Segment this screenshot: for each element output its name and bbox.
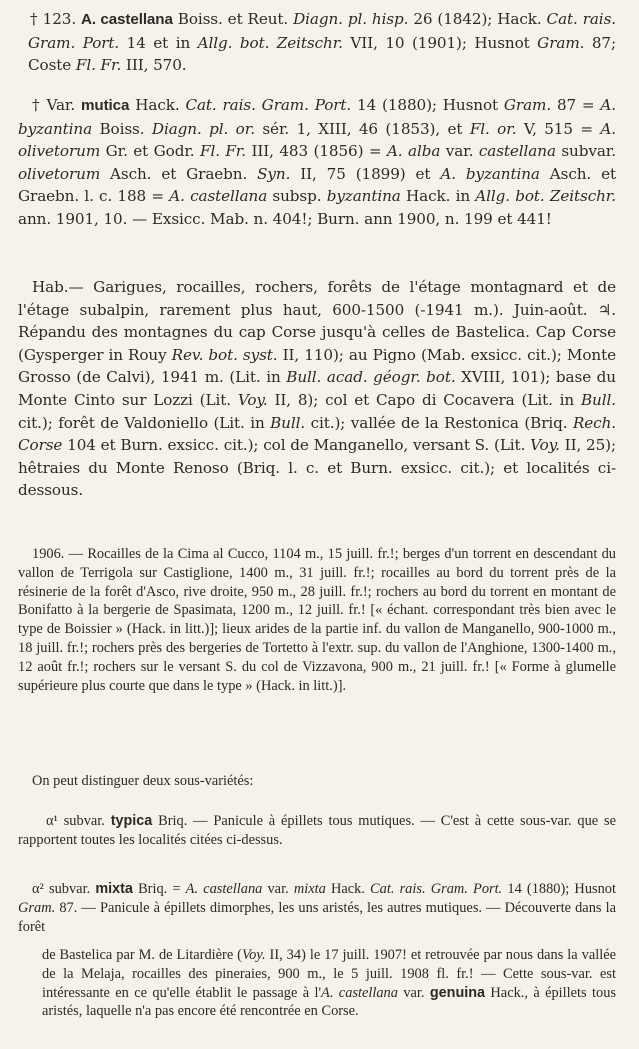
italic-run: A. byzantina (18, 96, 617, 138)
italic-run: Bull. acad. géogr. bot. (286, 368, 456, 387)
text-run: II, 8); col et Capo di Cocavera (Lit. in (267, 390, 581, 409)
text-run: subvar. (555, 142, 617, 161)
final-paragraph (42, 946, 616, 1021)
text-run: var. (397, 984, 430, 1001)
italic-run: A. byzantina (440, 164, 540, 183)
italic-run: Allg. bot. Zeitschr. (197, 33, 343, 52)
italic-run: olivetorum (18, 164, 101, 183)
italic-run: Bull. (581, 390, 616, 409)
italic-run: Cat. rais. Gram. Port. (370, 881, 503, 897)
italic-run: A. castellana (321, 984, 398, 1001)
subvar-mixta-name: mixta (95, 881, 133, 897)
text-run: II, 75 (1899) et (290, 164, 441, 183)
subvar-mixta-marker: α² subvar. (32, 881, 91, 897)
italic-run: A. olivetorum (18, 119, 617, 161)
text-run: Hack. in (400, 187, 476, 206)
text-run: Boiss. et Reut. (172, 10, 294, 28)
text-run: 87. — Panicule à épillets dimorphes, les uns aristés, les autres mutiques. — Découverte dans la forêt (18, 899, 616, 935)
text-run: V, 515 = (516, 119, 601, 138)
italic-run: Gram. (503, 96, 552, 114)
text-run: Hack. (129, 96, 186, 114)
subvar-typica-marker: α¹ subvar. (46, 813, 105, 829)
italic-run: Voy. (530, 436, 560, 455)
italic-run: Syn. (257, 164, 291, 183)
italic-run: Diagn. pl. hisp. (293, 10, 409, 28)
text-run: Asch. et Graebn. l. c. 188 = (18, 164, 616, 206)
italic-run: Fl. or. (469, 119, 517, 138)
text-run: Gr. et Godr. (100, 142, 200, 161)
italic-run: mixta (293, 881, 326, 897)
subvar-typica-text: Briq. — Panicule à épillets tous mutiques. — C'est à cette sous-var. que se rapportent toutes les localités citées ci-dessus. (18, 813, 616, 848)
text-run: de Bastelica par M. de Litardière ( (42, 947, 242, 963)
italic-run: Fl. Fr. (200, 142, 247, 161)
text-run: III, 483 (1856) = (246, 142, 387, 161)
subvar-typica-name: typica (110, 813, 153, 829)
italic-run: Gram. (537, 33, 585, 52)
text-run: 87; Coste (28, 33, 617, 75)
italic-run: A. castellana (185, 881, 263, 897)
italic-run: A. alba (386, 142, 441, 161)
italic-run: Voy. (241, 947, 266, 963)
species-name: A. castellana (81, 11, 173, 28)
text-run: II, 110); au Pigno (Mab. exsicc. cit.); Monte Grosso (de Calvi), 1941 m. (Lit. in (18, 345, 617, 387)
text-run: 14 et in (119, 33, 198, 52)
species-entry (28, 8, 616, 77)
text-run: var. (440, 142, 479, 161)
italic-run: Cat. rais. Gram. Port. (185, 96, 352, 114)
italic-run: castellana (478, 142, 556, 161)
text-run: Hack. (325, 881, 371, 897)
text-run: 104 et Burn. exsicc. cit.); col de Manganello, versant S. (Lit. (62, 436, 531, 455)
subvar-mixta (18, 880, 616, 936)
text-run: 14 (1880); Husnot (351, 96, 504, 114)
text-run: VII, 10 (1901); Husnot (342, 33, 538, 52)
distinguish-line: On peut distinguer deux sous-variétés: (32, 773, 254, 789)
text-run: 14 (1880); Husnot (502, 881, 616, 897)
records-1906: 1906. — Rocailles de la Cima al Cucco, 1104 m., 15 juill. fr.!; berges d'un torrent en descendant du vallon de Terrigola sur Castiglione, 1400 m., 31 juill. fr.!; rocailles au bord du torrent près de la résinerie de la forêt d'Asco, rive droite, 950 m., 28 juill. fr.!; rochers au bord du torrent en montant de Bonifatto à la bergerie de Spasimata, 1200 m., 12 juill. fr.! [« échant. correspondant très bien avec le type de Boissier » (Hack. in litt.)]; lieux arides de la partie inf. du vallon de Manganello, 900-1000 m., 18 juill. fr.!; rochers près des bergeries de Tortetto à l'extr. sup. du vallon de l'Anghione, 1300-1400 m., 12 août fr.!; rochers sur le versant S. du col de Vizzavona, 900 m., 21 juill. fr.! [« Forme à glumelle supérieure plus courte que dans le type » (Hack. in litt.)]. (18, 546, 616, 694)
italic-run: Bull. (270, 413, 306, 432)
text-run: XVIII, 101); base du Monte Cinto sur Lozzi (Lit. (18, 368, 616, 409)
text-run: ann. 1901, 10. — Exsicc. Mab. n. 404!; Burn. ann 1900, n. 199 et 441! (18, 209, 552, 228)
italic-run: Rev. bot. syst. (171, 345, 278, 364)
text-run: 26 (1842); Hack. (408, 10, 547, 28)
text-run: Hab.— Garigues, rocailles, rochers, forêts de l'étage montagnard et de l'étage subalpin, rarement plus haut, 600-1500 (-1941 m.). Juin-août. ♃. Répandu des montagnes du cap Corse jusqu'à celles de Bastelica. Cap Corse (Gysperger in Rouy (18, 278, 616, 364)
italic-run: byzantina (326, 187, 401, 206)
text-run: II, 25); hêtraies du Monte Renoso (Briq. l. c. et Burn. exsicc. cit.); et localités ci-dessous. (18, 436, 616, 500)
subvar-typica (18, 812, 616, 850)
italic-run: Allg. bot. Zeitschr. (475, 187, 617, 206)
text-run: II, 34) le 17 juill. 1907! et retrouvée par nous dans la vallée de la Melaja, rocailles des pineraies, 900 m., le 5 juill. 1908 fl. fr.! — Cette sous-var. est intéressante en ce qu'elle établit le passage à l' (42, 947, 616, 1001)
italic-run: Cat. rais. Gram. Port. (28, 10, 616, 52)
variety-mutica (18, 94, 616, 231)
text-run: 87 = (551, 96, 601, 114)
habitat-paragraph (18, 276, 616, 502)
text-run: Asch. et Graebn. (100, 164, 258, 183)
text-run: subsp. (267, 187, 327, 206)
variety-name: mutica (81, 97, 130, 114)
italic-run: Fl. Fr. (75, 56, 122, 75)
species-marker: † 123. (30, 10, 77, 28)
text-run: Boiss. (92, 119, 152, 138)
italic-run: Voy. (237, 390, 268, 409)
text-run: Briq. = (132, 881, 186, 897)
italic-run: Diagn. pl. or. (151, 119, 255, 138)
italic-run: Gram. (18, 899, 56, 916)
text-run: cit.); forêt de Valdoniello (Lit. in (18, 413, 271, 432)
italic-run: A. castellana (169, 187, 268, 206)
variety-marker: † Var. (32, 96, 76, 114)
text-run: III, 570. (121, 56, 187, 75)
italic-run: Rech. Corse (18, 413, 616, 455)
text-run: Hack., à épillets tous aristés, laquelle n'a pas encore été rencontrée en Corse. (42, 984, 617, 1020)
bold-run: genuina (429, 984, 486, 1001)
text-run: var. (262, 881, 294, 897)
text-run: sér. 1, XIII, 46 (1853), et (254, 119, 470, 138)
text-run: cit.); vallée de la Restonica (Briq. (305, 413, 573, 432)
variety-citation (18, 96, 616, 228)
